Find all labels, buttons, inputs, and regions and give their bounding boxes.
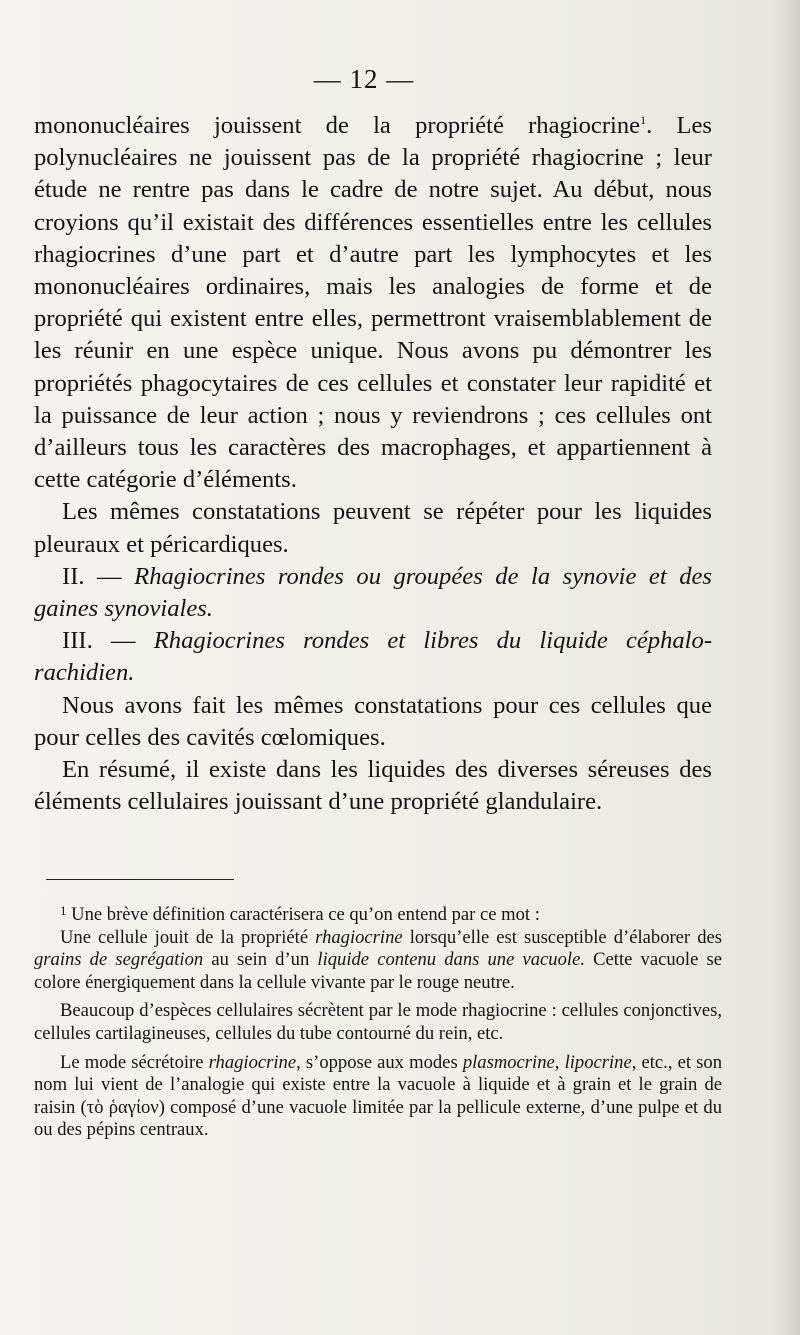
footnote-intro-text: Une brève définition caractérisera ce qu’on entend par ce mot :: [66, 904, 540, 925]
fn3-text-d: , etc., et son nom lui vient de l’analogie qui existe entre la vacuole à liquide et à grain et le grain de raisin (τὸ ῥαγίον) composé d’une vacuole limitée par la pellicule externe, d’une pulpe et du ou des pépins centraux.: [34, 1051, 723, 1141]
section-dash: —: [92, 627, 154, 655]
fn3-term-rhagiocrine: rhagiocrine: [208, 1051, 297, 1073]
fn1-text-d: Cette vacuole se colore énergiquement dans la cellule vivante par le rouge neutre.: [34, 949, 722, 993]
footnote-mark: 1: [60, 903, 67, 918]
section-heading-II: [34, 561, 712, 625]
fn3-text-b: , s’oppose aux modes: [296, 1051, 463, 1073]
fn1-term-grains: grains de segrégation: [34, 949, 204, 971]
section-dash: —: [84, 562, 135, 590]
page-number: — 12 —: [313, 64, 415, 94]
fn1-text-c: au sein d’un: [203, 949, 318, 971]
footnote-reference: 1: [640, 112, 647, 127]
fn1-term-rhagiocrine: rhagiocrine: [315, 926, 403, 948]
footnotes: [34, 904, 722, 1142]
fn3-term-lipocrine: lipocrine: [564, 1051, 632, 1073]
footnote-paragraph-2: Beaucoup d’espèces cellulaires sécrètent par le mode rhagiocrine : cellules conjonctives, cellules cartilagineuses, cellules du tube contourné du rein, etc.: [34, 1000, 722, 1044]
paragraph-2: Les mêmes constatations peuvent se répéter pour les liquides pleuraux et péricardiques.: [34, 498, 712, 558]
footnote-paragraph-3: [34, 1052, 722, 1142]
section-numeral: III.: [62, 627, 93, 655]
page-edge-shadow: [774, 0, 800, 1335]
fn3-text-a: Le mode sécrétoire: [60, 1051, 209, 1073]
paragraph-5: Nous avons fait les mêmes constatations pour ces cellules que pour celles des cavités cœlomiques.: [34, 691, 712, 751]
fn1-text-a: Une cellule jouit de la propriété: [60, 926, 316, 948]
section-heading-III: [34, 625, 712, 689]
section-title: Rhagiocrines rondes ou groupées de la synovie et des gaines synoviales.: [34, 562, 712, 623]
fn3-text-c: ,: [554, 1051, 565, 1073]
footnote-intro: [34, 904, 722, 927]
section-title: Rhagiocrines rondes et libres du liquide céphalo-rachidien.: [34, 627, 713, 687]
p1-text-start: mononucléaires jouissent de la propriété rhagiocrine: [34, 112, 641, 139]
fn1-text-b: lorsqu’elle est susceptible d’élaborer des: [402, 926, 722, 948]
paragraph-6: En résumé, il existe dans les liquides des diverses séreuses des éléments cellulaires jouissant d’une propriété glandulaire.: [34, 756, 712, 816]
p1-text-end: . Les polynucléaires ne jouissent pas de la propriété rhagiocrine ; leur étude ne rentre pas dans le cadre de notre sujet. Au début, nous croyions qu’il existait des différences essentielles entre les cellules rhagiocrines d’une part et d’autre part les lymphocytes et les mononucléaires ordinaires, mais les analogies de forme et de propriété qui existent entre elles, permettront vraisemblablement de les réunir en une espèce unique. Nous avons pu démontrer les propriétés phagocytaires de ces cellules et constater leur rapidité et la puissance de leur action ; nous y reviendrons ; ces cellules ont d’ailleurs tous les caractères des macrophages, et appartiennent à cette catégorie d’éléments.: [34, 112, 712, 494]
fn3-term-plasmocrine: plasmocrine: [462, 1051, 555, 1073]
section-numeral: II.: [62, 562, 85, 590]
footnote-paragraph-1: [34, 927, 722, 995]
fn1-term-liquide: liquide contenu dans une vacuole.: [317, 949, 585, 971]
main-text: [34, 110, 712, 818]
footnote-separator: [46, 879, 234, 880]
paragraph-1: [34, 110, 712, 496]
